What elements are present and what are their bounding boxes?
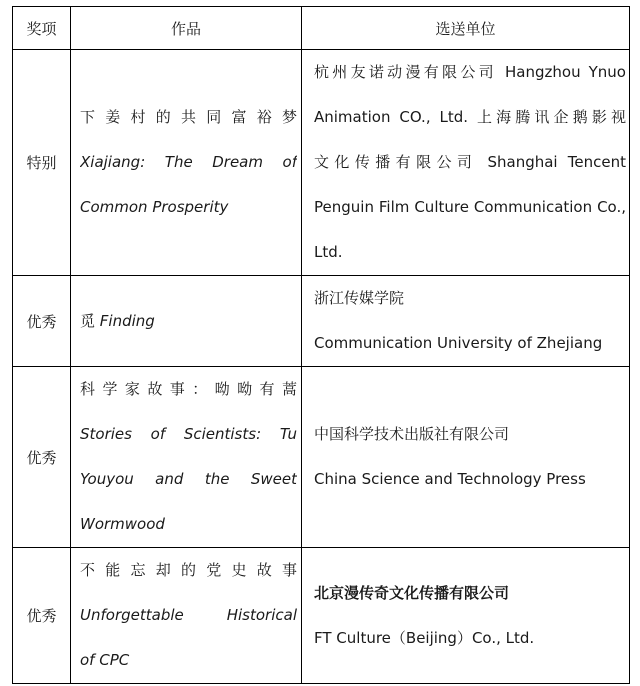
unit-line: Ltd. [314,243,343,261]
table-row [13,548,630,684]
work-cell [71,276,302,367]
award-cell: 优秀 [13,276,71,367]
header-award: 奖项 [13,7,71,50]
unit-line: 文化传播有限公司 Shanghai Tencent [314,153,626,171]
work-title-cn: 觅 [80,311,96,330]
unit-line: 北京漫传奇文化传播有限公司 [314,583,510,602]
unit-cell [302,50,630,276]
unit-cell [302,548,630,684]
award-cell: 优秀 [13,548,71,684]
work-cell [71,367,302,548]
work-title-en: Unforgettable Historical [80,606,297,624]
work-title-cn: 下姜村的共同富裕梦 [80,108,297,126]
unit-cell [302,367,630,548]
unit-cell [302,276,630,367]
table-header-row [13,7,630,50]
header-unit: 选送单位 [302,7,630,50]
unit-line: Penguin Film Culture Communication Co., [314,198,626,216]
work-title-cn: 科学家故事：呦呦有蒿 [80,380,297,398]
award-cell: 优秀 [13,367,71,548]
work-title-en: Common Prosperity [80,198,229,216]
awards-table [12,6,630,684]
work-title-en: Xiajiang: The Dream of [80,153,297,171]
award-cell: 特别 [13,50,71,276]
work-cell [71,50,302,276]
work-title-en: Wormwood [80,515,165,533]
unit-line: Communication University of Zhejiang [314,334,603,352]
header-work: 作品 [71,7,302,50]
unit-line: 浙江传媒学院 [314,289,405,307]
work-title-en: Stories of Scientists: Tu [80,425,297,443]
table-row [13,276,630,367]
table-row [13,50,630,276]
work-title-cn: 不能忘却的党史故事 [80,561,297,579]
unit-line: China Science and Technology Press [314,470,586,488]
unit-line: 中国科学技术出版社有限公司 [314,425,510,443]
work-title-en: Finding [99,311,155,330]
unit-line: FT Culture（Beijing）Co., Ltd. [314,628,535,647]
unit-line: 杭州友诺动漫有限公司 Hangzhou Ynuo [314,63,626,81]
unit-line: Animation CO., Ltd. 上海腾讯企鹅影视 [314,108,626,126]
work-title-en: Youyou and the Sweet [80,470,297,488]
table-row [13,367,630,548]
work-cell [71,548,302,684]
work-title-en: of CPC [80,651,130,669]
